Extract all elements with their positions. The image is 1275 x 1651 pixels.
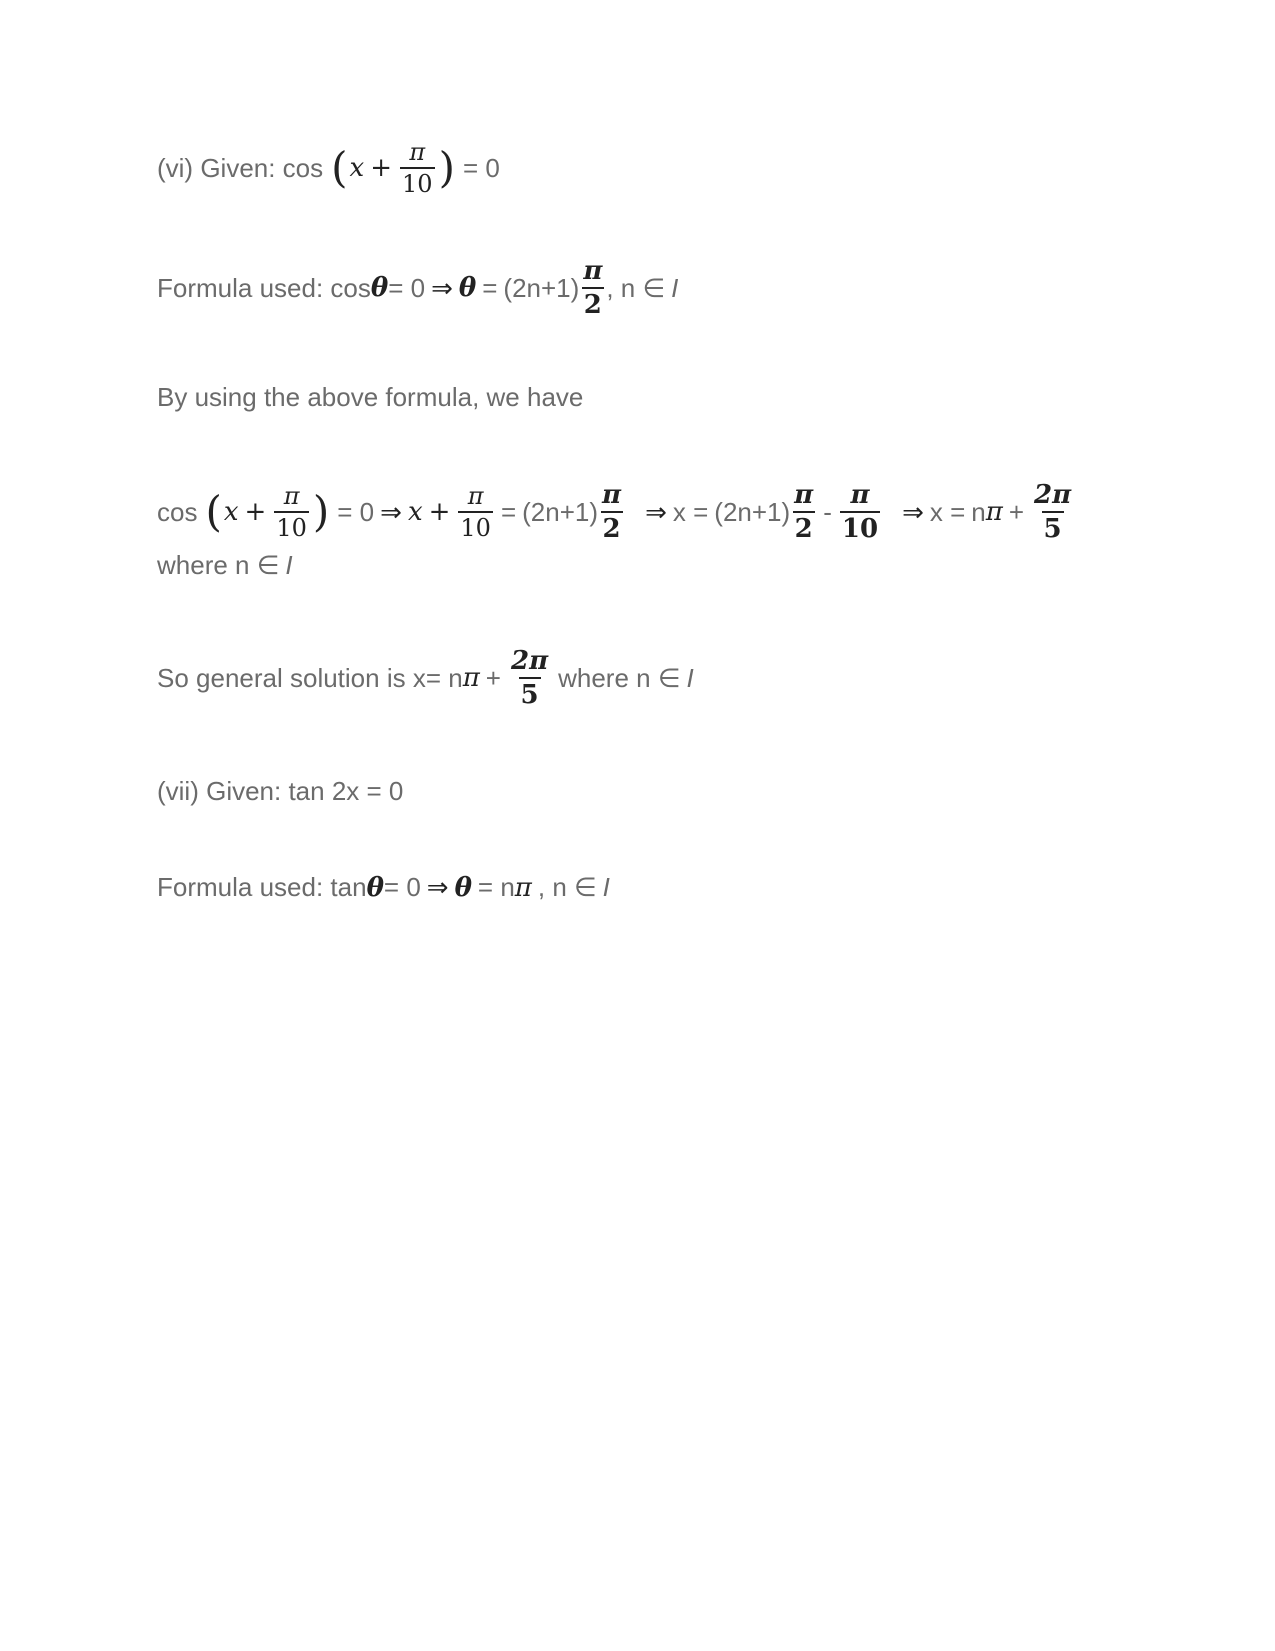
plus-sign: +: [428, 497, 451, 527]
formula-suffix: , n ∈: [606, 272, 666, 303]
where-line: [157, 550, 293, 581]
var-x: x: [407, 497, 423, 527]
fraction-pi-over-2: [792, 482, 815, 542]
implies-arrow: ⇒: [431, 272, 453, 303]
numerator-pi: π: [467, 482, 484, 510]
equals-sign: =: [500, 496, 517, 527]
n-label: n: [971, 496, 986, 527]
minus-sign: -: [823, 496, 832, 527]
cos-label: cos: [157, 496, 198, 527]
derivation-line: [157, 482, 1075, 542]
implies-arrow: ⇒: [902, 496, 924, 527]
vi-given-label: (vi) Given: cos: [157, 152, 324, 183]
numerator-2pi: 2π: [510, 646, 549, 676]
var-x: x: [223, 497, 239, 527]
fraction-pi-over-2: [600, 482, 623, 542]
numerator-pi: π: [602, 480, 622, 510]
denominator-10: 10: [400, 167, 435, 196]
formula-suffix: , n ∈: [537, 872, 597, 902]
by-using-text: By using the above formula, we have: [157, 382, 584, 412]
denominator-2: 2: [601, 511, 623, 542]
fraction-pi-over-10: [274, 484, 309, 540]
var-x: x: [349, 153, 365, 183]
vi-formula-line: [157, 258, 678, 318]
formula-eq-zero: = 0: [383, 872, 421, 902]
vii-given-line: [157, 776, 403, 807]
vii-given-text: (vii) Given: tan 2x = 0: [157, 776, 404, 806]
fraction-2pi-over-5: [1032, 482, 1073, 542]
fraction-pi-over-10: [400, 140, 435, 196]
formula-equals: =: [482, 272, 498, 303]
plus-sign: +: [485, 662, 501, 693]
general-solution-line: [157, 648, 694, 708]
formula-label: Formula used: tan: [157, 872, 367, 902]
denominator-2: 2: [582, 287, 604, 318]
integer-set: I: [285, 550, 293, 580]
equals-zero: = 0: [337, 496, 375, 527]
formula-label: Formula used: cos: [157, 272, 371, 303]
numerator-pi: π: [794, 480, 814, 510]
plus-sign: +: [244, 497, 267, 527]
denominator-10: 10: [840, 511, 880, 542]
theta-symbol: θ: [370, 273, 389, 303]
integer-set: I: [671, 272, 679, 303]
pi-symbol: π: [985, 497, 1003, 527]
denominator-10: 10: [274, 511, 309, 540]
numerator-2pi: 2π: [1034, 480, 1072, 510]
implies-arrow: ⇒: [645, 496, 667, 527]
plus-sign: +: [1008, 496, 1025, 527]
formula-eq-zero: = 0: [388, 272, 426, 303]
denominator-10: 10: [458, 511, 493, 540]
formula-2n-plus-1: (2n+1): [522, 496, 599, 527]
vi-given-line: [157, 140, 500, 196]
theta-symbol: θ: [458, 273, 477, 303]
general-solution-text: So general solution is x= n: [157, 662, 463, 693]
numerator-pi: π: [283, 482, 300, 510]
vii-formula-line: [157, 872, 610, 903]
implies-arrow: ⇒: [380, 496, 402, 527]
x-equals: x =: [929, 496, 966, 527]
equals-zero: = 0: [462, 152, 500, 183]
where-text: where n ∈: [157, 550, 280, 580]
theta-symbol: θ: [366, 872, 384, 903]
denominator-5: 5: [519, 677, 541, 708]
denominator-2: 2: [793, 511, 815, 542]
right-paren: ): [312, 487, 330, 536]
integer-set: I: [686, 662, 694, 693]
equals-n: = n: [477, 872, 515, 902]
fraction-pi-over-10: [840, 482, 880, 542]
left-paren: (: [205, 487, 222, 536]
formula-2n-plus-1: (2n+1): [714, 496, 791, 527]
left-paren: (: [331, 143, 348, 192]
numerator-pi: π: [409, 138, 426, 166]
by-using-line: [157, 382, 583, 413]
numerator-pi: π: [850, 480, 870, 510]
right-paren: ): [438, 143, 455, 192]
pi-symbol: π: [462, 663, 480, 693]
plus-sign: +: [370, 153, 393, 183]
integer-set: I: [602, 872, 610, 902]
numerator-pi: π: [583, 256, 603, 286]
where-text: where n ∈: [558, 662, 681, 693]
fraction-2pi-over-5: [509, 648, 550, 708]
x-equals: x =: [672, 496, 709, 527]
fraction-pi-over-10: [458, 484, 493, 540]
theta-symbol: θ: [454, 872, 472, 903]
pi-symbol: π: [514, 872, 532, 903]
formula-2n-plus-1: (2n+1): [503, 272, 580, 303]
denominator-5: 5: [1042, 511, 1064, 542]
fraction-pi-over-2: [581, 258, 604, 318]
implies-arrow: ⇒: [426, 872, 449, 902]
